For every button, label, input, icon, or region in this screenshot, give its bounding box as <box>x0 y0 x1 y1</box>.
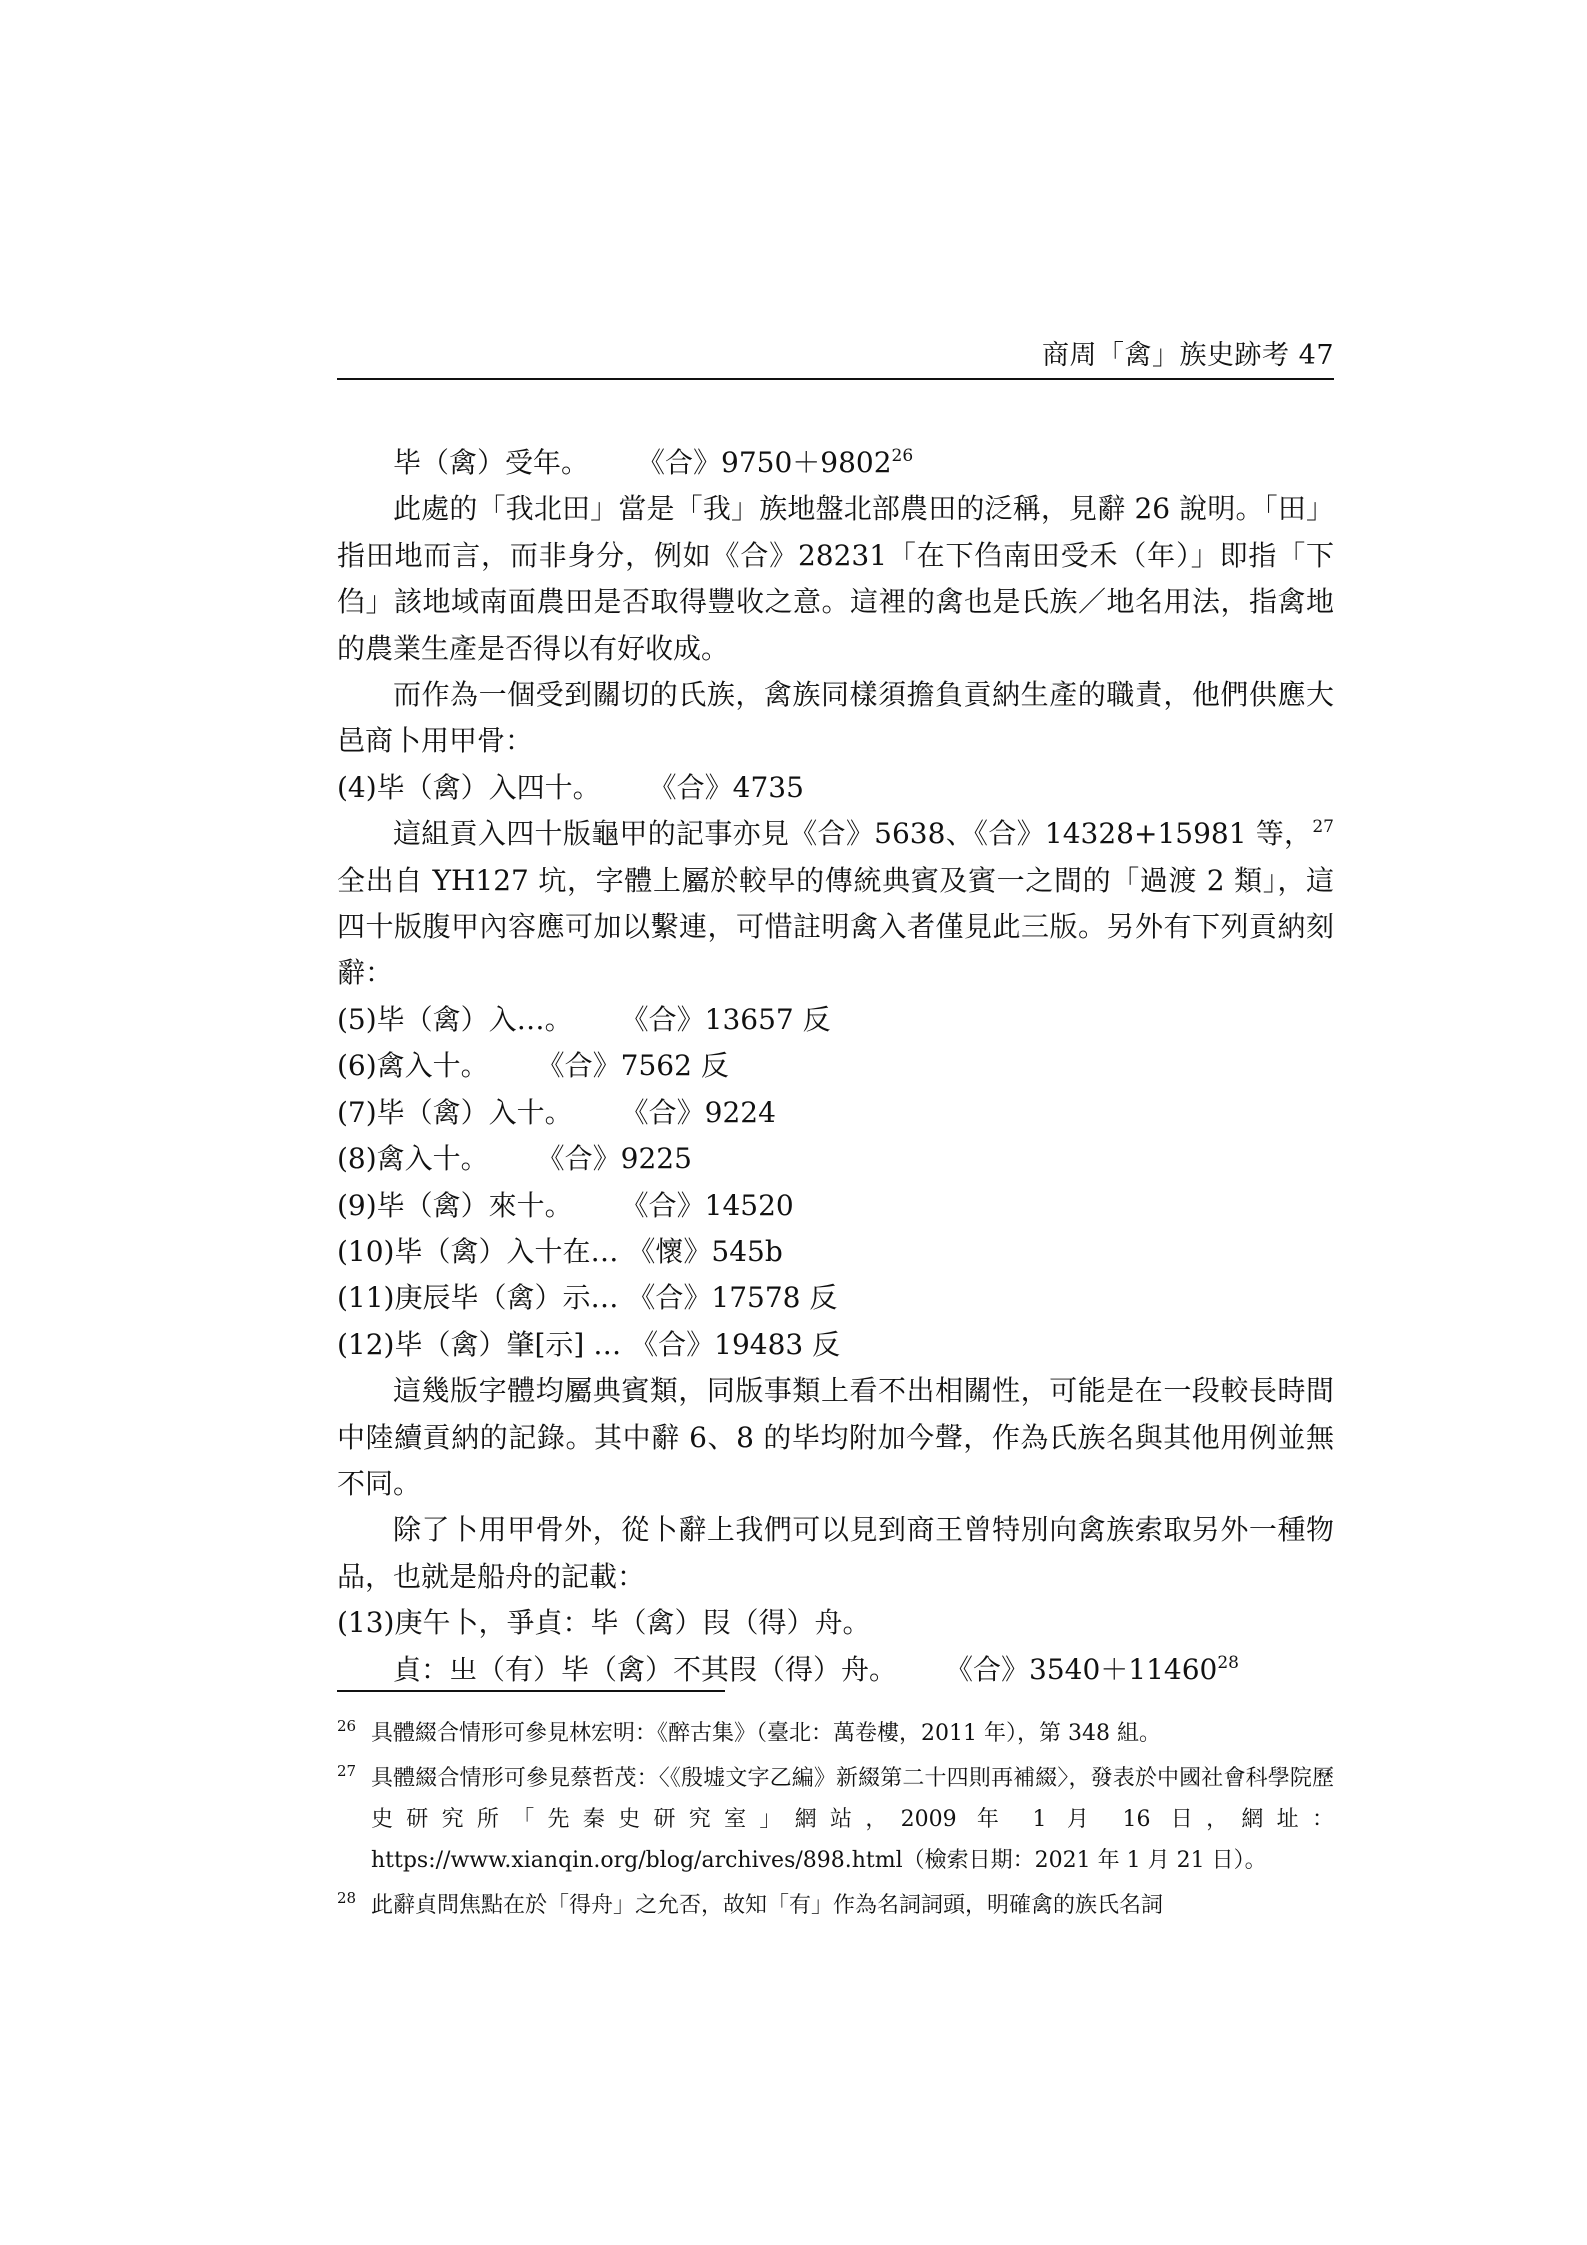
paragraph: 除了卜用甲骨外，從卜辭上我們可以見到商王曾特別向禽族索取另外一種物品，也就是船舟的記載： <box>337 1513 1334 1593</box>
header-text <box>1042 340 1334 372</box>
example-line: (8)禽入十。 《合》9225 <box>337 1142 692 1176</box>
footnotes <box>337 1713 1334 1930</box>
footnote: 27 具體綴合情形可參見蔡哲茂：〈《殷墟文字乙編》新綴第二十四則再補綴〉，發表於中國社會科學院歷史研究所「先秦史研究室」網站，2009 年 1 月 16 日，網址：https://www.xianqin.org/blog/archives/898.html（檢索日期：2021 年 1 月 21 日）。 <box>337 1758 1334 1881</box>
paragraph: 而作為一個受到關切的氏族，禽族同樣須擔負貢納生產的職責，他們供應大邑商卜用甲骨： <box>337 678 1334 758</box>
example-line: (6)禽入十。 《合》7562 反 <box>337 1049 729 1083</box>
example-line: 毕（禽）受年。 《合》$9750+9802^{26}$ <box>393 446 914 479</box>
example-line: 貞：㞢（有）毕（禽）不其叚（得）舟。 《合》$3540+11460^{28}$ <box>393 1652 1239 1686</box>
footnote: 26 具體綴合情形可參見林宏明：《醉古集》（臺北：萬卷樓，2011 年），第 348 組。 <box>337 1713 1334 1754</box>
example-line: (9)毕（禽）來十。 《合》14520 <box>337 1188 794 1222</box>
main-text <box>337 440 1334 1693</box>
example-line: (11)庚辰毕（禽）示… 《合》17578 反 <box>337 1281 838 1315</box>
running-header <box>337 340 1334 380</box>
running-title: 商周「禽」族史跡考 <box>1042 340 1290 371</box>
example-line: (13)庚午卜，爭貞：毕（禽）叚（得）舟。 <box>337 1606 871 1640</box>
paragraph: 這幾版字體均屬典賓類，同版事類上看不出相關性，可能是在一段較長時間中陸續貢納的記錄。其中辭 6、8 的毕均附加今聲，作為氏族名與其他用例並無不同。 <box>337 1374 1334 1500</box>
footnote-number: 27 <box>337 1762 357 1780</box>
footnote: 28 此辭貞問焦點在於「得舟」之允否，故知「有」作為名詞詞頭，明確禽的族氏名詞 <box>337 1885 1334 1926</box>
example-line: (5)毕（禽）入…。 《合》13657 反 <box>337 1002 831 1036</box>
example-line: (7)毕（禽）入十。 《合》9224 <box>337 1095 776 1129</box>
paragraph: 此處的「我北田」當是「我」族地盤北部農田的泛稱，見辭 26 說明。「田」指田地而言，而非身分，例如《合》28231「在下㑇南田受禾（年）」即指「下㑇」該地域南面農田是否取得豐收之意。這裡的禽也是氏族／地名用法，指禽地的農業生產是否得以有好收成。 <box>337 492 1334 665</box>
example-line: (10)毕（禽）入十在… 《懷》545b <box>337 1234 783 1268</box>
footnote-ref: 26 <box>891 446 914 466</box>
footnote-number: 28 <box>337 1889 357 1907</box>
footnote-ref: 28 <box>1217 1652 1239 1673</box>
footnote-number: 26 <box>337 1717 357 1735</box>
page-number: 47 <box>1298 340 1334 371</box>
example-line: (12)毕（禽）肇[示] … 《合》19483 反 <box>337 1327 841 1361</box>
footnote-ref: 27 <box>1312 817 1334 838</box>
footnote-separator <box>337 1690 725 1692</box>
paragraph: 這組貢入四十版龜甲的記事亦見《合》5638、《合》14328+15981 等，$^{27}$全出自 YH127 坑，字體上屬於較早的傳統典賓及賓一之間的「過渡 2 類」，這四十版腹甲內容應可加以繫連，可惜註明禽入者僅見此三版。另外有下列貢納刻辭： <box>337 817 1334 990</box>
example-line: (4)毕（禽）入四十。 《合》4735 <box>337 770 804 804</box>
